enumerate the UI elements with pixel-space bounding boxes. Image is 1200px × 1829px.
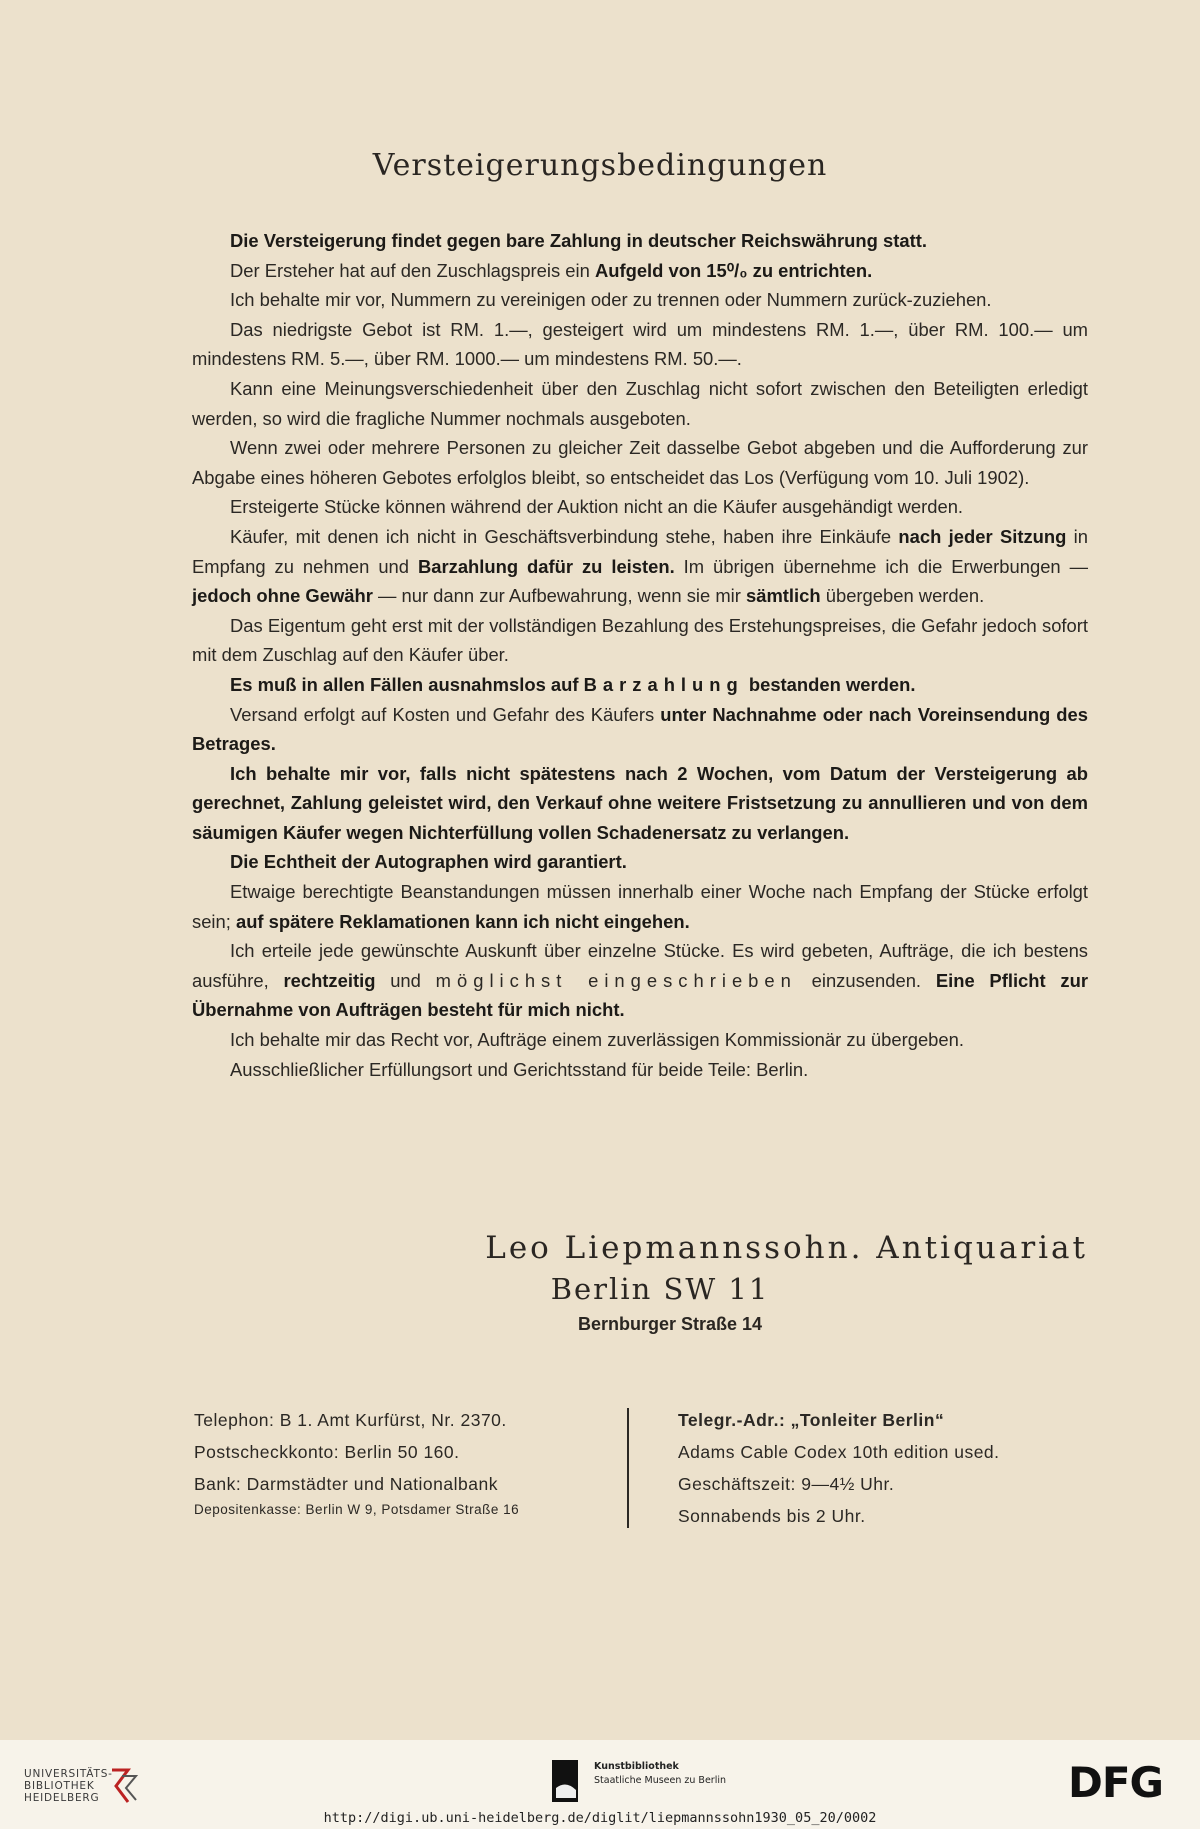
paragraph-segment: übergeben werden. [820, 585, 985, 607]
paragraph-segment: Aufgeld von 15⁰/₀ zu entrichten. [594, 259, 873, 281]
paragraph-segment: Barzahlung dafür zu leisten. [417, 555, 675, 577]
paragraph-segment: Ausschließlicher Erfüllungsort und Gerichtsstand für beide Teile: Berlin. [230, 1058, 809, 1080]
paragraph-segment: unter Nachnahme oder nach Voreinsendung des Betrages. [192, 703, 1088, 755]
paragraph-segment: Das Eigentum geht erst mit der vollständigen Bezahlung des Erstehungspreises, die Gefahr jedoch sofort mit dem Zuschlag auf den Käufer über. [192, 614, 1088, 666]
paragraph-segment: bestanden werden. [743, 673, 916, 695]
paragraph-segment: Ersteigerte Stücke können während der Auktion nicht an die Käufer ausgehändigt werden. [230, 496, 964, 518]
condition-paragraph [192, 877, 1088, 936]
paragraph-segment: Es muß in allen Fällen ausnahmslos auf [230, 673, 584, 695]
contact-right [678, 1404, 1098, 1532]
paragraph-segment: und [375, 969, 436, 991]
paragraph-segment: einzusenden. [796, 969, 936, 991]
condition-paragraph [192, 1025, 1088, 1055]
firm-name: Leo Liepmannssohn. Antiquariat [485, 1230, 1088, 1266]
condition-paragraph [192, 611, 1088, 670]
university-logo-text[interactable]: UNIVERSITÄTS- BIBLIOTHEK HEIDELBERG [24, 1768, 113, 1804]
paragraph-segment: Eine Pflicht zur Übernahme von Aufträgen besteht für mich nicht. [192, 969, 1088, 1021]
condition-paragraph [192, 256, 1088, 286]
paragraph-segment: in Empfang zu nehmen und [192, 525, 1088, 577]
kunstbibliothek-label: Kunstbibliothek Staatliche Museen zu Berlin [594, 1761, 727, 1786]
paragraph-segment: Barzahlung [583, 673, 744, 695]
firm-street: Bernburger Straße 14 [577, 1314, 763, 1334]
bank: Bank: Darmstädter und Nationalbank [194, 1474, 498, 1494]
paragraph-segment: möglichst eingeschrieben [435, 969, 797, 991]
page-title: Versteigerungsbedingungen [372, 148, 828, 183]
paragraph-segment: — nur dann zur Aufbewahrung, wenn sie mir [372, 585, 746, 607]
paragraph-segment: Ich behalte mir vor, falls nicht spätestens nach 2 Wochen, vom Datum der Versteigerung ab gerechnet, Zahlung geleistet wird, den Verkauf ohne weitere Fristsetzung zu annullieren und von dem säumigen Käufer wegen Nichterfüllung vollen Schadenersatz zu verlangen. [192, 762, 1088, 843]
paragraph-segment: Das niedrigste Gebot ist RM. 1.—, gesteigert wird um mindestens RM. 1.—, über RM. 100.— um mindestens RM. 5.—, über RM. 1000.— um mindestens RM. 50.—. [192, 318, 1088, 370]
viewer-footer [0, 1740, 1200, 1829]
kunstbibliothek-logo-icon[interactable] [548, 1758, 584, 1804]
postscheck: Postscheckkonto: Berlin 50 160. [194, 1442, 460, 1462]
paragraph-segment: Im übrigen übernehme ich die Erwerbungen — [674, 555, 1088, 577]
paragraph-segment: Versand erfolgt auf Kosten und Gefahr des Käufers [230, 703, 661, 725]
depot: Depositenkasse: Berlin W 9, Potsdamer Straße 16 [194, 1502, 520, 1517]
conditions-text [192, 226, 1088, 1084]
condition-paragraph [192, 936, 1088, 1025]
condition-paragraph [192, 285, 1088, 315]
condition-paragraph [192, 522, 1088, 611]
paragraph-segment: nach jeder Sitzung [898, 525, 1067, 547]
contact-left [194, 1404, 624, 1520]
paragraph-segment: Ich behalte mir vor, Nummern zu vereinigen oder zu trennen oder Nummern zurück-zuziehen. [230, 289, 992, 311]
paragraph-segment: Die Versteigerung findet gegen bare Zahlung in deutscher Reichswährung statt. [230, 230, 927, 251]
paragraph-segment: Etwaige berechtigte Beanstandungen müssen innerhalb einer Woche nach Empfang der Stücke erfolgt sein; [192, 881, 1088, 932]
condition-paragraph [192, 374, 1088, 433]
condition-paragraph [192, 226, 1088, 256]
telegram-address: Telegr.-Adr.: „Tonleiter Berlin“ [678, 1410, 945, 1430]
paragraph-segment: rechtzeitig [283, 969, 376, 991]
paragraph-segment: auf spätere Reklamationen kann ich nicht eingehen. [235, 910, 690, 932]
firm-city: Berlin SW 11 [550, 1272, 770, 1306]
paragraph-segment: Ich behalte mir das Recht vor, Aufträge einem zuverlässigen Kommissionär zu übergeben. [230, 1029, 964, 1051]
condition-paragraph [192, 847, 1088, 877]
paragraph-segment: Der Ersteher hat auf den Zuschlagspreis ein [230, 259, 595, 281]
divider [627, 1408, 629, 1528]
paragraph-segment: Kann eine Meinungsverschiedenheit über den Zuschlag nicht sofort zwischen den Beteiligten erledigt werden, so wird die fragliche Nummer nochmals ausgeboten. [192, 377, 1088, 429]
page-url[interactable]: http://digi.ub.uni-heidelberg.de/diglit/liepmannssohn1930_05_20/0002 [323, 1810, 877, 1826]
paragraph-segment: jedoch ohne Gewähr [192, 585, 373, 607]
condition-paragraph [192, 433, 1088, 492]
telephone: Telephon: B 1. Amt Kurfürst, Nr. 2370. [194, 1410, 507, 1430]
condition-paragraph [192, 492, 1088, 522]
paragraph-segment: Die Echtheit der Autographen wird garantiert. [230, 851, 627, 873]
condition-paragraph [192, 759, 1088, 848]
condition-paragraph [192, 670, 1088, 700]
university-crest-icon [108, 1766, 144, 1806]
condition-paragraph [192, 1055, 1088, 1085]
condition-paragraph [192, 700, 1088, 759]
dfg-logo[interactable]: DFG [1068, 1758, 1164, 1807]
paragraph-segment: sämtlich [746, 585, 821, 607]
condition-paragraph [192, 315, 1088, 374]
paragraph-segment: Käufer, mit denen ich nicht in Geschäftsverbindung stehe, haben ihre Einkäufe [230, 525, 899, 547]
cable-code: Adams Cable Codex 10th edition used. [678, 1442, 1000, 1462]
paragraph-segment: Ich erteile jede gewünschte Auskunft über einzelne Stücke. Es wird gebeten, Aufträge, die ich bestens ausführe, [192, 940, 1088, 991]
saturday-hours: Sonnabends bis 2 Uhr. [678, 1506, 866, 1526]
paragraph-segment: Wenn zwei oder mehrere Personen zu gleicher Zeit dasselbe Gebot abgeben und die Aufforderung zur Abgabe eines höheren Gebotes erfolglos bleibt, so entscheidet das Los (Verfügung vom 10. Juli 1902). [192, 437, 1088, 488]
business-hours: Geschäftszeit: 9—4½ Uhr. [678, 1474, 895, 1494]
